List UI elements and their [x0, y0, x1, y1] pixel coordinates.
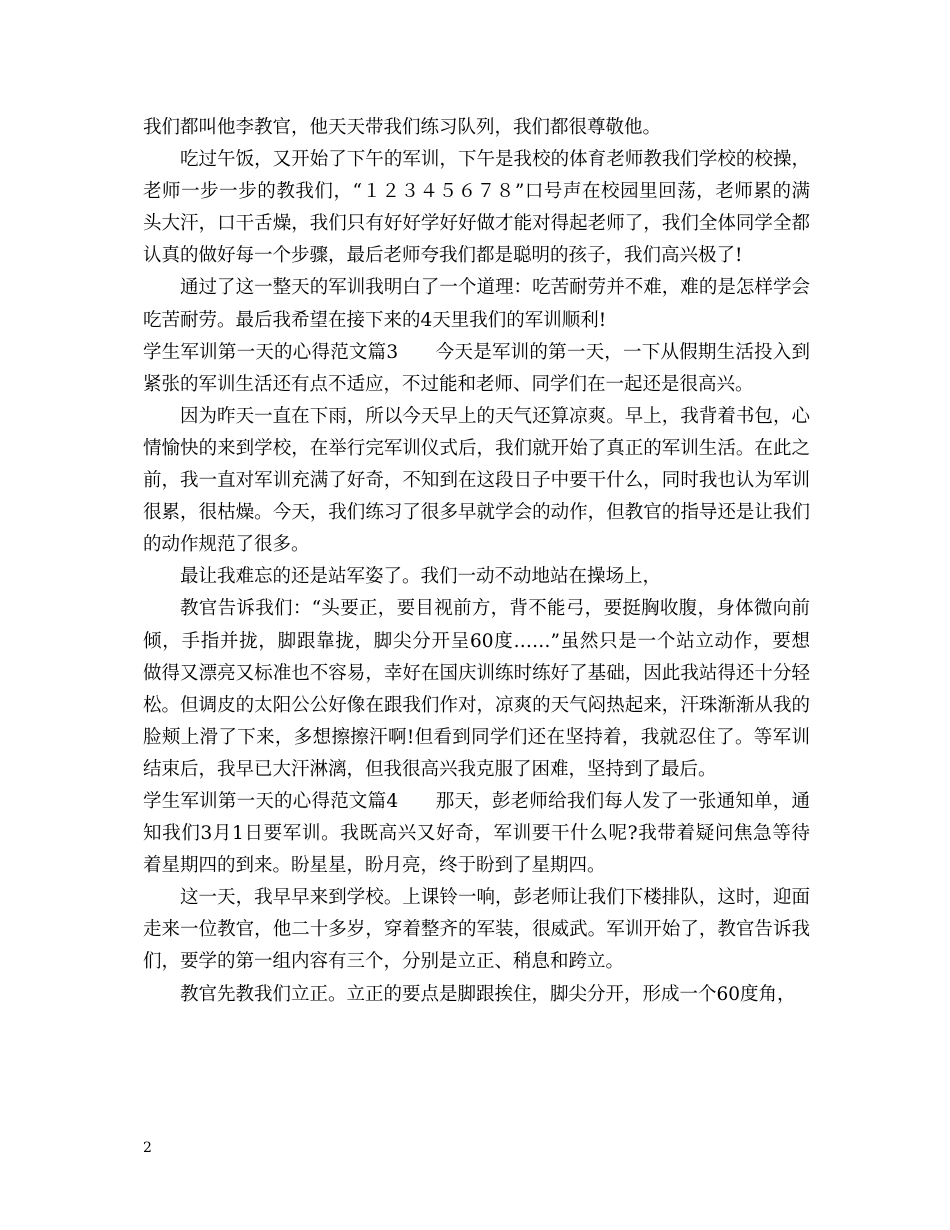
text-line: 很累，很枯燥。今天，我们练习了很多早就学会的动作，但教官的指导还是让我们 [143, 502, 810, 524]
text-line: 吃过午饭，又开始了下午的军训，下午是我校的体育老师教我们学校的校操， [180, 149, 810, 171]
text-line: 头大汗，口干舌燥，我们只有好好学好好做才能对得起老师了，我们全体同学全都 [143, 213, 810, 235]
text-line: 结束后，我早已大汗淋漓，但我很高兴我克服了困难，坚持到了最后。 [143, 758, 717, 780]
paragraph [143, 979, 810, 1011]
text-line: 这一天，我早早来到学校。上课铃一响，彭老师让我们下楼排队，这时，迎面 [180, 887, 810, 909]
paragraph [143, 786, 810, 882]
text-line: 认真的做好每一个步骤，最后老师夸我们都是聪明的孩子，我们高兴极了! [143, 245, 743, 267]
text-line: 前，我一直对军训充满了好奇，不知到在这段日子中要干什么，同时我也认为军训 [143, 470, 810, 492]
text-line: 知我们3月1日要军训。我既高兴又好奇，军训要干什么呢?我带着疑问焦急等待 [143, 823, 810, 845]
text-line: 吃苦耐劳。最后我希望在接下来的4天里我们的军训顺利! [143, 309, 607, 331]
text-line: 教官告诉我们：“头要正，要目视前方，背不能弓，要挺胸收腹，身体微向前 [180, 598, 810, 620]
text-line: 倾，手指并拢，脚跟靠拢，脚尖分开呈60度……”虽然只是一个站立动作，要想 [143, 630, 810, 652]
text-line: 最让我难忘的还是站军姿了。我们一动不动地站在操场上， [180, 566, 662, 588]
paragraph [143, 112, 810, 144]
text-line: 因为昨天一直在下雨，所以今天早上的天气还算凉爽。早上，我背着书包，心 [180, 405, 810, 427]
text-line: 着星期四的到来。盼星星，盼月亮，终于盼到了星期四。 [143, 855, 606, 877]
text-line: 做得又漂亮又标准也不容易，幸好在国庆训练时练好了基础，因此我站得还十分轻 [143, 662, 810, 684]
text-line: 学生军训第一天的心得范文篇4 那天，彭老师给我们每人发了一张通知单，通 [143, 790, 810, 812]
text-line: 情愉快的来到学校，在举行完军训仪式后，我们就开始了真正的军训生活。在此之 [143, 437, 810, 459]
text-line: 紧张的军训生活还有点不适应，不过能和老师、同学们在一起还是很高兴。 [143, 373, 754, 395]
paragraph [143, 882, 810, 978]
text-line: 的动作规范了很多。 [143, 534, 310, 556]
text-line: 教官先教我们立正。立正的要点是脚跟挨住，脚尖分开，形成一个60度角， [180, 983, 796, 1005]
text-line: 通过了这一整天的军训我明白了一个道理：吃苦耐劳并不难，难的是怎样学会 [180, 277, 810, 299]
document-body [143, 112, 810, 1011]
text-line: 我们都叫他李教官，他天天带我们练习队列，我们都很尊敬他。 [143, 117, 662, 138]
paragraph [143, 337, 810, 401]
paragraph [143, 593, 810, 786]
text-line: 们，要学的第一组内容有三个，分别是立正、稍息和跨立。 [143, 951, 625, 973]
text-line: 老师一步一步的教我们，“１２３４５６７８”口号声在校园里回荡，老师累的满 [143, 181, 810, 203]
page-number: 2 [143, 1140, 152, 1156]
text-line: 脸颊上滑了下来，多想擦擦汗啊!但看到同学们还在坚持着，我就忍住了。等军训 [143, 726, 810, 748]
paragraph [143, 272, 810, 336]
text-line: 松。但调皮的太阳公公好像在跟我们作对，凉爽的天气闷热起来，汗珠渐渐从我的 [143, 694, 810, 716]
paragraph [143, 144, 810, 272]
text-line: 走来一位教官，他二十多岁，穿着整齐的军装，很威武。军训开始了，教官告诉我 [143, 919, 810, 941]
paragraph [143, 561, 810, 593]
paragraph [143, 401, 810, 561]
text-line: 学生军训第一天的心得范文篇3 今天是军训的第一天，一下从假期生活投入到 [143, 341, 810, 363]
